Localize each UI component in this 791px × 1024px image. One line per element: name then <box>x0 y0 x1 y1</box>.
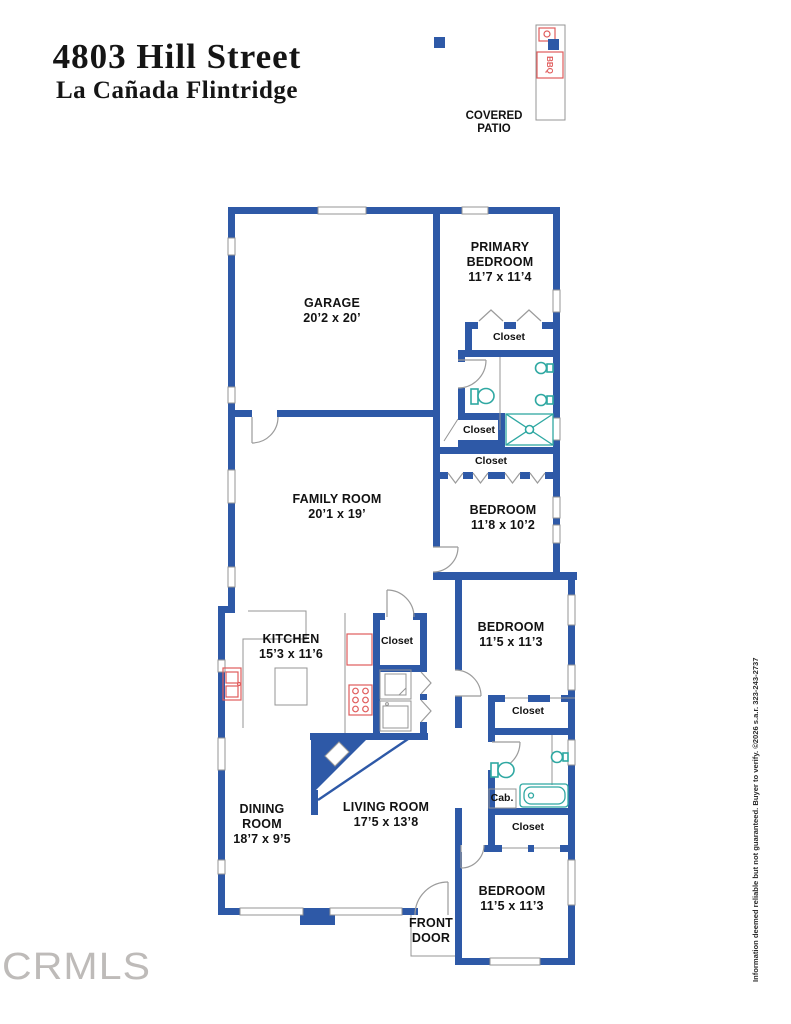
cabinet-label: Cab. <box>490 792 514 804</box>
room-label-living-room: LIVING ROOM 17’5 x 13’8 <box>342 800 430 829</box>
room-label-family-room: FAMILY ROOM 20’1 x 19’ <box>292 492 382 521</box>
closet-label: Closet <box>492 331 526 343</box>
room-label-covered-patio: COVERED PATIO <box>465 110 523 135</box>
bbq-label: BBQ <box>545 56 554 74</box>
closet-label: Closet <box>474 455 508 467</box>
room-label-bedroom-4: BEDROOM 11’5 x 11’3 <box>478 884 546 913</box>
closet-label: Closet <box>380 635 414 647</box>
page-subtitle: La Cañada Flintridge <box>56 76 298 104</box>
dryer-icon <box>380 701 411 731</box>
page-title: 4803 Hill Street <box>52 37 302 76</box>
room-label-garage: GARAGE 20’2 x 20’ <box>303 296 361 325</box>
room-label-bedroom-2: BEDROOM 11’8 x 10’2 <box>469 503 537 532</box>
kitchen-sink-icon <box>223 668 241 700</box>
washer-icon <box>380 670 411 699</box>
shower-icon <box>506 414 553 445</box>
closet-label: Closet <box>511 821 545 833</box>
disclaimer-text: Information deemed reliable but not guaranteed. Buyer to verify. ©2026 s.a.r. 323-243-2737 <box>751 657 760 982</box>
island-counter <box>275 668 307 705</box>
front-door-label: FRONT DOOR <box>408 916 454 945</box>
room-label-bedroom-3: BEDROOM 11’5 x 11’3 <box>477 620 545 649</box>
room-label-dining-room: DINING ROOM 18’7 x 9’5 <box>233 802 291 846</box>
front-door-arc <box>415 882 448 915</box>
bathroom-sink-icon <box>536 363 554 374</box>
closet-label: Closet <box>511 705 545 717</box>
bathroom-sink-icon <box>552 752 569 763</box>
crmls-watermark: CRMLS <box>2 946 152 988</box>
stove-icon <box>349 685 372 715</box>
patio-post <box>548 39 559 50</box>
fireplace-icon <box>311 733 373 795</box>
toilet-icon <box>471 389 494 405</box>
closet-label: Closet <box>462 424 496 436</box>
bathroom-sink-icon <box>536 395 554 406</box>
room-label-kitchen: KITCHEN 15’3 x 11’6 <box>258 632 324 661</box>
patio-post <box>434 37 445 48</box>
room-label-primary-bedroom: PRIMARY BEDROOM 11’7 x 11’4 <box>466 240 534 284</box>
toilet-icon <box>491 763 514 778</box>
bathtub-icon <box>520 784 568 807</box>
refrigerator-icon <box>347 634 372 665</box>
